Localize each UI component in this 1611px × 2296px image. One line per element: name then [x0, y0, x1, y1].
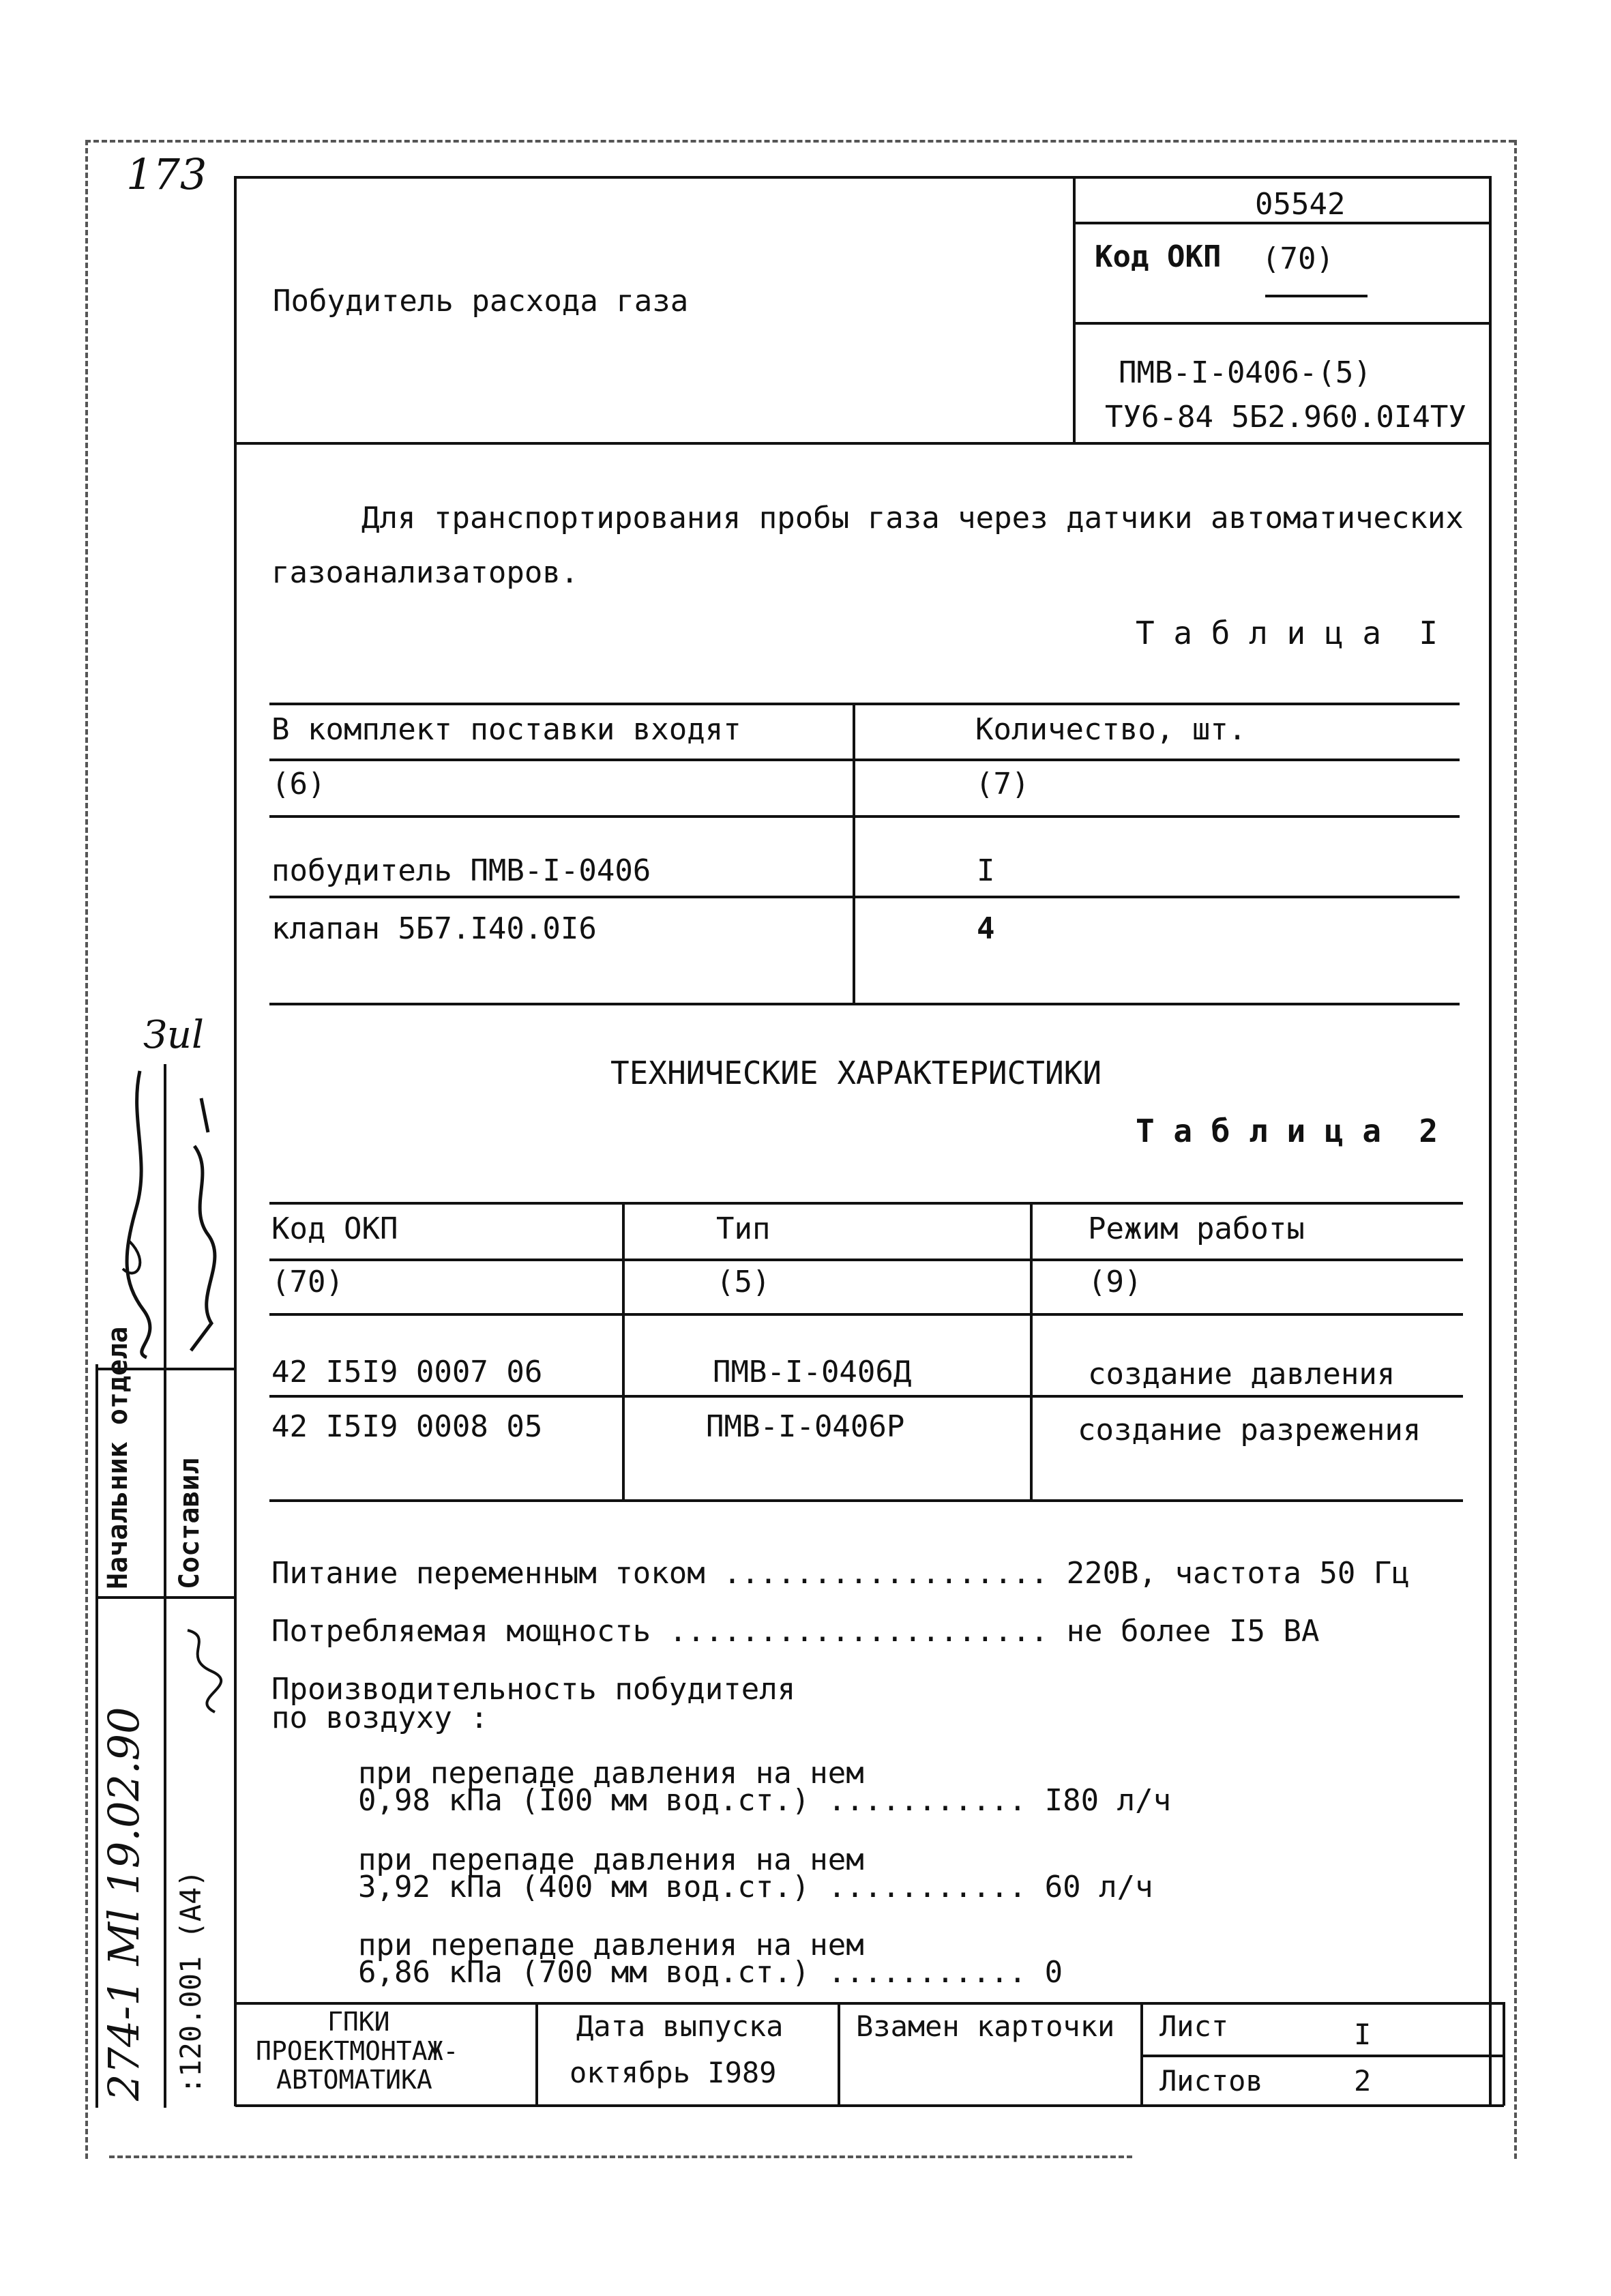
footer-issue-value: октябрь I989	[570, 2056, 777, 2089]
table1-top	[269, 703, 1460, 705]
footer-org-3: АВТОМАТИКА	[276, 2065, 432, 2095]
header-model: ПМВ-I-0406-(5)	[1119, 355, 1372, 390]
table2-code-line	[269, 1313, 1463, 1316]
header-code-line	[1074, 222, 1490, 224]
table2-header-2: Тип	[716, 1211, 771, 1246]
table1-code-line	[269, 815, 1460, 818]
table2-header-1: Код ОКП	[271, 1211, 398, 1246]
header-divider	[1073, 176, 1076, 442]
margin-doc-code: :120.001 (A4)	[174, 1870, 207, 2094]
table-row-qty: 4	[977, 911, 995, 946]
spec-consumption: Потребляемая мощность ..................... не более I5 ВА	[271, 1614, 1320, 1649]
header-bottom	[235, 442, 1490, 445]
margin-stamp-bottom	[95, 1596, 235, 1599]
page-number: 173	[126, 149, 207, 199]
header-title: Побудитель расхода газа	[273, 284, 689, 319]
footer-issue-label: Дата выпуска	[576, 2010, 784, 2043]
margin-line-2	[164, 1064, 166, 2108]
table2-col-divider-1	[622, 1202, 625, 1499]
header-okp-line	[1074, 322, 1490, 325]
margin-date: 274-1 Ml 19.02.90	[99, 1707, 149, 2101]
okp-value: (70)	[1262, 241, 1334, 276]
table1-bottom	[269, 1003, 1460, 1005]
intro-line-2: газоанализаторов.	[271, 555, 579, 590]
table2-caption: Т а б л и ц а 2	[1136, 1113, 1438, 1149]
spec-perf-1: Производительность побудителя	[271, 1672, 796, 1707]
table2-code-2: (5)	[716, 1265, 771, 1299]
footer-replaces-label: Взамен карточки	[856, 2010, 1115, 2043]
footer-bottom	[235, 2104, 1504, 2107]
spec-item-line1: при перепаде давления на нем	[358, 1842, 864, 1877]
okp-underline	[1265, 295, 1368, 297]
spec-perf-2: по воздуху :	[271, 1701, 488, 1735]
footer-right	[1503, 2002, 1505, 2106]
main-frame-left	[234, 176, 237, 2106]
spec-item-line1: при перепаде давления на нем	[358, 1928, 864, 1962]
main-frame-top	[235, 176, 1490, 179]
frame-right	[1514, 140, 1517, 2159]
table2-header-line	[269, 1259, 1463, 1261]
table-row-type: ПМВ-I-0406Д	[713, 1355, 912, 1389]
margin-line-1	[95, 1364, 98, 2108]
signature-1	[109, 1064, 164, 1364]
frame-top	[85, 140, 1514, 143]
table1-col-divider	[853, 703, 855, 1003]
table2-code-3: (9)	[1088, 1265, 1142, 1299]
table-row-code: 42 I5I9 0008 05	[271, 1409, 543, 1444]
table1-code-1: (6)	[271, 767, 326, 801]
frame-left	[85, 140, 88, 2159]
table-row-type: ПМВ-I-0406Р	[706, 1409, 905, 1444]
table-row: клапан 5Б7.I40.0I6	[271, 911, 597, 946]
footer-sheet-label: Лист	[1159, 2010, 1229, 2043]
table1-code-2: (7)	[975, 767, 1030, 801]
footer-sheets-value: 2	[1354, 2064, 1372, 2098]
footer-sheet-value: I	[1354, 2018, 1372, 2051]
spec-item-line2: 6,86 кПа (700 мм вод.ст.) ........... 0	[358, 1955, 1063, 1990]
footer-org-2: ПРОЕКТМОНТАЖ-	[256, 2036, 459, 2066]
footer-div-3	[1140, 2002, 1143, 2104]
footer-div-2	[838, 2002, 840, 2104]
signature-2	[174, 1091, 228, 1364]
frame-bottom	[109, 2155, 1132, 2158]
table2-code-1: (70)	[271, 1265, 344, 1299]
table2-header-3: Режим работы	[1088, 1211, 1305, 1246]
table-row-mode: создание разрежения	[1078, 1413, 1421, 1447]
main-frame-right	[1489, 176, 1492, 2106]
table2-top	[269, 1202, 1463, 1205]
table1-caption: Т а б л и ц а I	[1136, 615, 1438, 651]
spec-item-line1: при перепаде давления на нем	[358, 1756, 864, 1791]
table1-row-line	[269, 896, 1460, 898]
table1-header-2: Количество, шт.	[975, 712, 1247, 747]
footer-div-1	[535, 2002, 538, 2104]
footer-sheets-label: Листов	[1159, 2064, 1263, 2098]
table2-col-divider-2	[1030, 1202, 1033, 1499]
table2-row-line	[269, 1395, 1463, 1398]
spec-item-line2: 3,92 кПа (400 мм вод.ст.) ........... 60 л/ч	[358, 1870, 1153, 1904]
okp-label: Код ОКП	[1095, 239, 1222, 274]
table-row-qty: I	[977, 853, 995, 888]
table1-header-1: В комплект поставки входят	[271, 712, 741, 747]
table-row-code: 42 I5I9 0007 06	[271, 1355, 543, 1389]
margin-stamp-col2: Составил	[174, 1458, 205, 1589]
header-tu: ТУ6-84 5Б2.960.0I4ТУ	[1105, 400, 1466, 435]
table-row: побудитель ПМВ-I-0406	[271, 853, 651, 888]
intro-line-1: Для транспортирования пробы газа через датчики автоматических	[361, 501, 1464, 535]
spec-power: Питание переменным током .................. 220В, частота 50 Гц	[271, 1556, 1410, 1591]
footer-sheet-line	[1142, 2055, 1503, 2057]
header-code-number: 05542	[1255, 187, 1346, 222]
footer-top	[235, 2002, 1504, 2005]
margin-stamp-col1: Начальник отдела	[102, 1326, 134, 1589]
signature-3	[174, 1617, 228, 1719]
section-title: ТЕХНИЧЕСКИЕ ХАРАКТЕРИСТИКИ	[610, 1055, 1102, 1091]
table2-bottom	[269, 1499, 1463, 1502]
table-row-mode: создание давления	[1088, 1357, 1395, 1392]
spec-item-line2: 0,98 кПа (I00 мм вод.ст.) ........... I80 л/ч	[358, 1783, 1172, 1818]
footer-org-1: ГПКИ	[327, 2007, 390, 2037]
margin-signature-note: Зиl	[143, 1013, 204, 1057]
table1-header-line	[269, 759, 1460, 761]
